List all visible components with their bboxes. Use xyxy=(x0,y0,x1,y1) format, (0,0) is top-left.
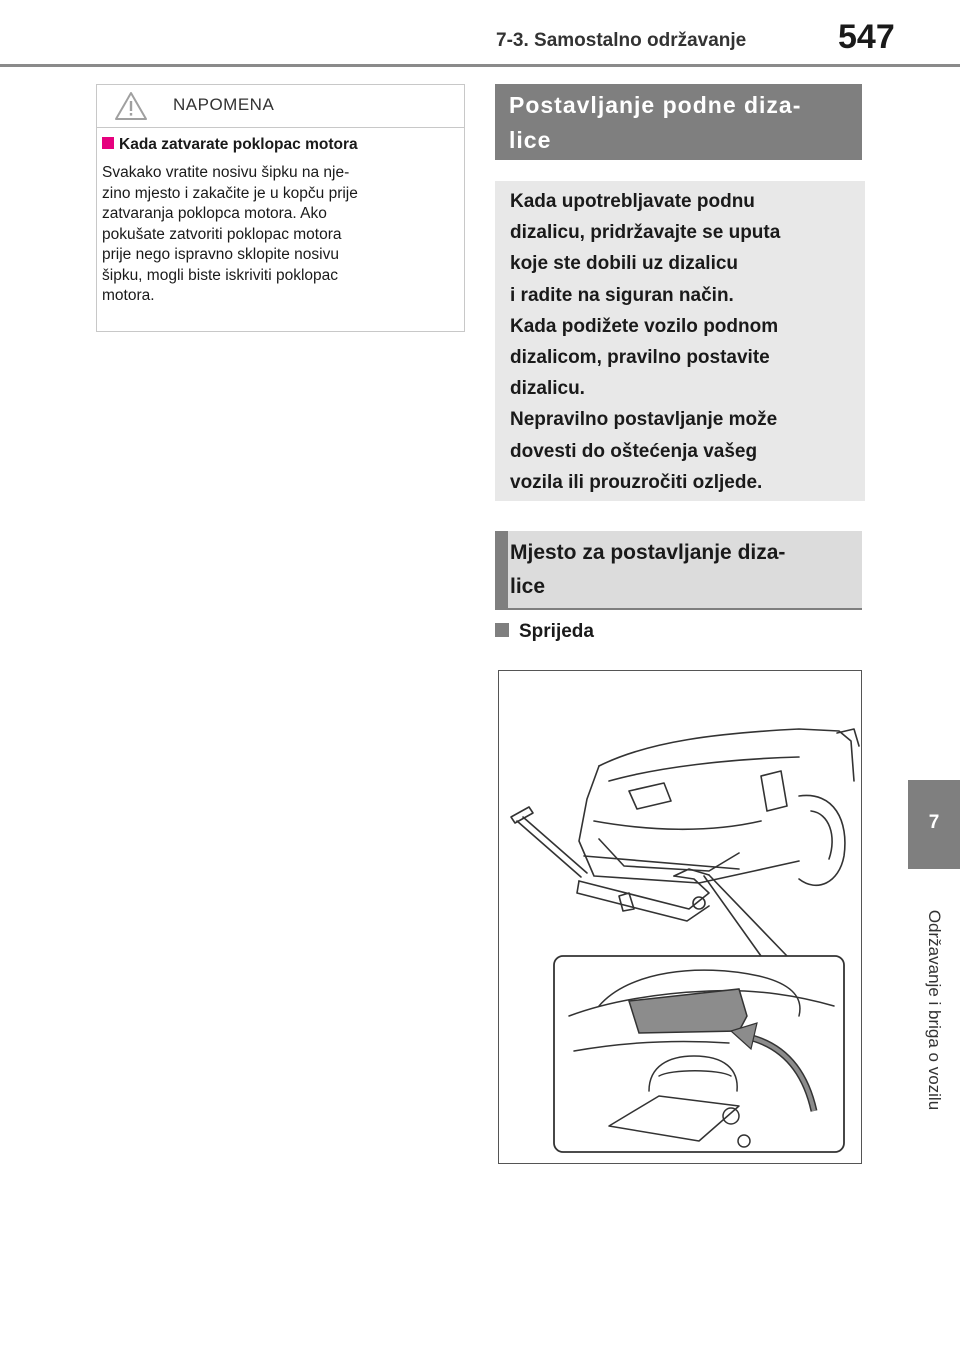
page-header xyxy=(0,0,960,66)
section-title: 7-3. Samostalno održavanje xyxy=(496,30,747,51)
header-divider xyxy=(0,64,960,67)
bullet-square-icon xyxy=(102,137,114,149)
note-subheading-text: Kada zatvarate poklopac motora xyxy=(119,136,358,153)
note-title: NAPOMENA xyxy=(173,95,275,114)
section-header-jack-point xyxy=(495,531,862,610)
chapter-number: 7 xyxy=(928,812,940,833)
section-accent-bar xyxy=(495,531,508,610)
intro-box xyxy=(495,181,865,501)
page-number: 547 xyxy=(838,18,895,56)
chapter-tab[interactable] xyxy=(908,780,960,869)
section-underline xyxy=(495,608,862,610)
note-body: Svakako vratite nosivu šipku na nje- zino mjesto i zakačite je u kopču prije zatvaranja poklopca motora. Ako pokušate zatvoriti poklopac motora prije nego ispravno sklopite nosivu šipku, mogli biste iskriviti poklopac motora. xyxy=(102,164,358,304)
note-subheading xyxy=(102,136,358,154)
bullet-square-icon xyxy=(495,623,509,637)
note-header xyxy=(97,85,464,128)
chapter-label-text: Održavanje i briga o vozilu xyxy=(925,909,944,1111)
section-title-floor-jack: Postavljanje podne diza- lice xyxy=(509,92,802,153)
intro-text: Kada upotrebljavate podnu dizalicu, pridržavajte se uputa koje ste dobili uz dizalicu i radite na siguran način. Kada podižete vozilo podnom dizalicom, pravilno postavite dizalicu. Nepravilno postavljanje može dovesti do oštećenja vašeg vozila ili prouzročiti ozljede. xyxy=(510,191,781,493)
car-and-jack-drawing xyxy=(499,671,861,1163)
subheading-front-text: Sprijeda xyxy=(519,621,594,642)
warning-triangle-icon xyxy=(113,90,149,122)
subheading-front xyxy=(495,621,594,643)
section-header-floor-jack xyxy=(495,84,862,160)
section-title-jack-point: Mjesto za postavljanje diza- lice xyxy=(510,541,786,598)
front-jack-point-illustration xyxy=(498,670,862,1164)
note-box xyxy=(96,84,465,332)
